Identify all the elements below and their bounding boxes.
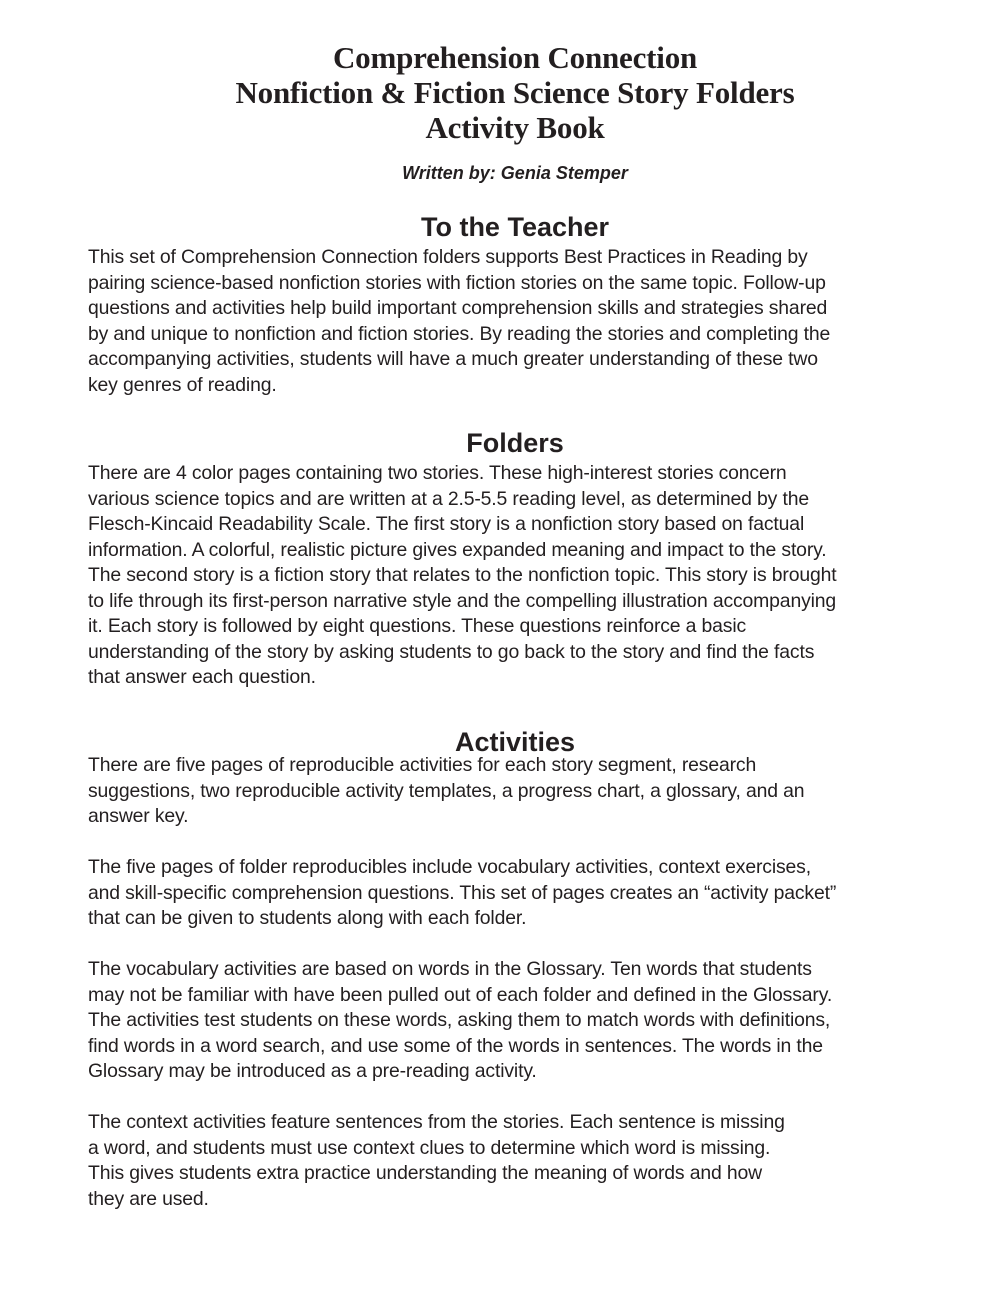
text-line: The activities test students on these words, asking them to match words with definitions,: [88, 1009, 831, 1031]
text-line: accompanying activities, students will have a much greater understanding of these two: [88, 348, 818, 370]
text-line: and skill-specific comprehension questions. This set of pages creates an “activity packet”: [88, 881, 837, 904]
author-byline: Written by: Genia Stemper: [402, 163, 628, 183]
text-line: questions and activities help build important comprehension skills and strategies shared: [88, 297, 828, 319]
text-line: understanding of the story by asking students to go back to the story and find the facts: [88, 640, 815, 663]
text-line: information. A colorful, realistic picture gives expanded meaning and impact to the story.: [88, 538, 827, 561]
paragraph-activities-reproducibles: [88, 855, 968, 932]
paragraph-teacher-intro: [88, 245, 968, 398]
text-line: by and unique to nonfiction and fiction stories. By reading the stories and completing the: [88, 322, 831, 345]
text-line: suggestions, two reproducible activity templates, a progress chart, a glossary, and an: [88, 779, 805, 802]
title-line-3: Activity Book: [425, 110, 605, 145]
text-line: There are five pages of reproducible activities for each story segment, research: [88, 754, 757, 776]
text-line: that can be given to students along with each folder.: [88, 907, 527, 929]
title-line-2: Nonfiction & Fiction Science Story Folders: [235, 75, 795, 110]
text-line: answer key.: [88, 805, 189, 827]
document-header: [0, 40, 1000, 184]
paragraph-activities-overview: [88, 753, 968, 830]
text-line: to life through its first-person narrative style and the compelling illustration accompanying: [88, 589, 837, 612]
paragraph-activities-vocabulary: [88, 957, 968, 1085]
text-line: Flesch-Kincaid Readability Scale. The first story is a nonfiction story based on factual: [88, 513, 805, 535]
text-line: they are used.: [88, 1187, 209, 1210]
text-line: This gives students extra practice understanding the meaning of words and how: [88, 1162, 762, 1184]
text-line: The five pages of folder reproducibles include vocabulary activities, context exercises,: [88, 856, 811, 878]
text-line: various science topics and are written at a 2.5-5.5 reading level, as determined by the: [88, 487, 809, 510]
text-line: The second story is a fiction story that relates to the nonfiction topic. This story is brought: [88, 564, 837, 586]
text-line: The vocabulary activities are based on words in the Glossary. Ten words that students: [88, 958, 812, 980]
text-line: There are 4 color pages containing two stories. These high-interest stories concern: [88, 462, 787, 484]
text-line: pairing science-based nonfiction stories with fiction stories on the same topic. Follow-up: [88, 271, 826, 294]
paragraph-folders: [88, 461, 968, 691]
text-line: This set of Comprehension Connection folders supports Best Practices in Reading by: [88, 246, 808, 268]
text-line: find words in a word search, and use some of the words in sentences. The words in the: [88, 1034, 823, 1057]
text-line: that answer each question.: [88, 666, 316, 688]
heading-to-the-teacher: To the Teacher: [420, 212, 610, 242]
text-line: The context activities feature sentences from the stories. Each sentence is missing: [88, 1111, 785, 1133]
heading-folders: Folders: [466, 428, 564, 458]
text-line: may not be familiar with have been pulled out of each folder and defined in the Glossary.: [88, 983, 833, 1006]
title-line-1: Comprehension Connection: [332, 40, 698, 75]
paragraph-activities-context: [88, 1110, 968, 1212]
text-line: it. Each story is followed by eight questions. These questions reinforce a basic: [88, 615, 747, 637]
text-line: key genres of reading.: [88, 373, 277, 396]
heading-activities: Activities: [454, 727, 576, 757]
text-line: Glossary may be introduced as a pre-reading activity.: [88, 1060, 537, 1082]
text-line: a word, and students must use context clues to determine which word is missing.: [88, 1136, 771, 1159]
